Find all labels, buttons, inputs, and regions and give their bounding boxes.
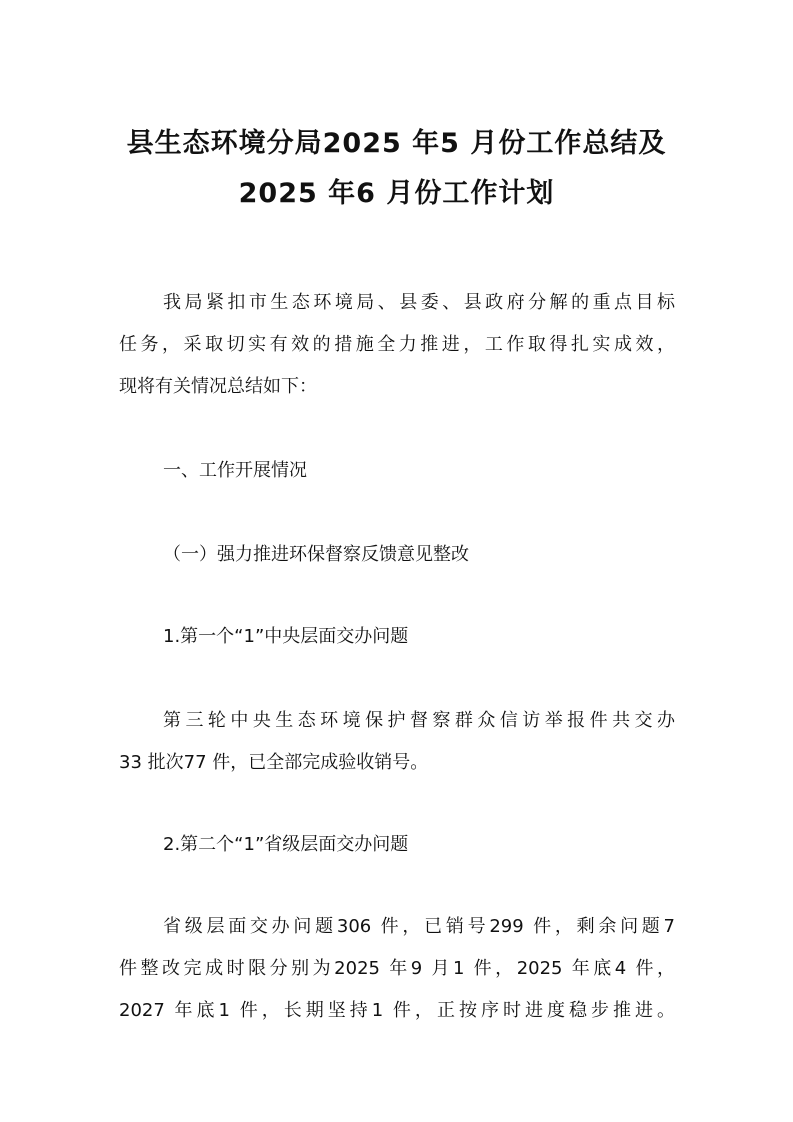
- item-1-paragraph-line-1: 第三轮中央生态环境保护督察群众信访举报件共交办: [163, 710, 675, 731]
- intro-paragraph-line-2: 任务，采取切实有效的措施全力推进，工作取得扎实成效，: [119, 334, 675, 355]
- document-title-line-1: 县生态环境分局2025 年5 月份工作总结及: [126, 128, 667, 159]
- item-2-paragraph-line-3: 2027 年底1 件，长期坚持1 件，正按序时进度稳步推进。: [119, 1000, 675, 1021]
- item-1-paragraph-line-2: 33 批次77 件，已全部完成验收销号。: [119, 752, 429, 773]
- intro-paragraph-line-1: 我局紧扣市生态环境局、县委、县政府分解的重点目标: [163, 292, 675, 313]
- item-2-paragraph-line-1: 省级层面交办问题306 件，已销号299 件，剩余问题7: [163, 916, 675, 937]
- item-2-heading: 2.第二个“1”省级层面交办问题: [163, 834, 409, 855]
- document-title-line-2: 2025 年6 月份工作计划: [238, 178, 555, 209]
- intro-paragraph-line-3: 现将有关情况总结如下：: [119, 376, 317, 397]
- item-1-heading: 1.第一个“1”中央层面交办问题: [163, 626, 409, 647]
- section-heading: 一、工作开展情况: [163, 460, 307, 481]
- subsection-heading: （一）强力推进环保督察反馈意见整改: [163, 544, 469, 565]
- item-2-paragraph-line-2: 件整改完成时限分别为2025 年9 月1 件，2025 年底4 件，: [119, 958, 675, 979]
